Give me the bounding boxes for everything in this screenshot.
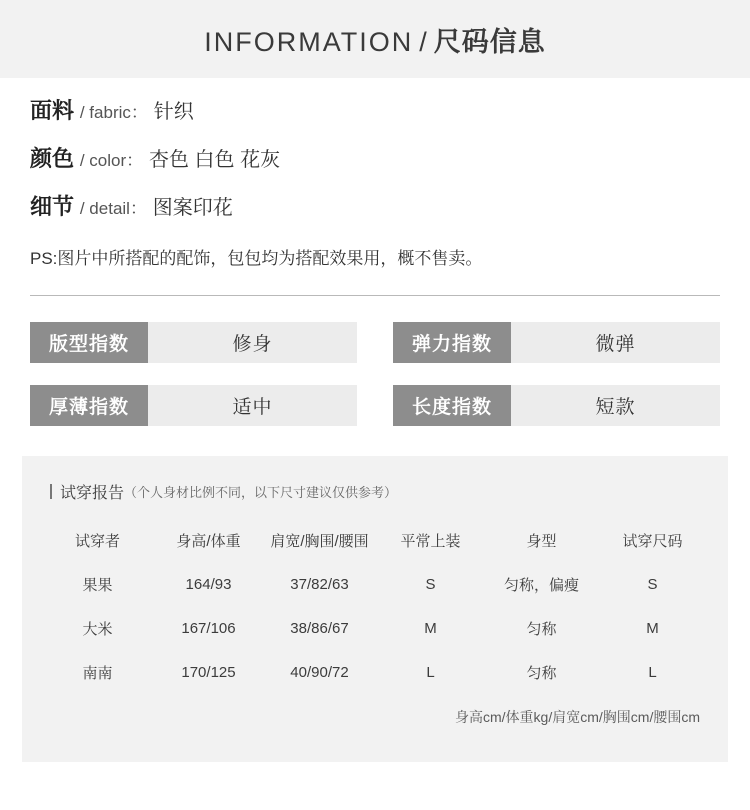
info-value-detail: 图案印花 <box>152 197 233 219</box>
page-title-en: INFORMATION <box>204 26 414 57</box>
info-row-color <box>30 148 720 170</box>
product-info-block <box>0 78 750 269</box>
cell-fitting-size: S <box>647 576 658 593</box>
info-label-fabric: 面料 <box>30 98 75 123</box>
cell-body-type: 匀称，偏瘦 <box>503 577 579 594</box>
index-value-thickness: 适中 <box>148 385 357 426</box>
column-header-model: 试穿者 <box>74 533 120 550</box>
fitting-report-note: （个人身材比例不同，以下尺寸建议仅供参考） <box>124 485 398 500</box>
cell-body-type: 匀称 <box>526 665 557 682</box>
fitting-report-table <box>42 529 708 705</box>
page-title-separator: / <box>419 26 428 57</box>
info-label-color: 颜色 <box>30 146 75 171</box>
title-accent-bar <box>50 484 52 499</box>
index-item-length <box>393 385 720 426</box>
cell-height-weight: 170/125 <box>181 664 236 681</box>
index-item-thickness <box>30 385 357 426</box>
table-row <box>42 661 708 705</box>
cell-measurements: 40/90/72 <box>290 664 349 681</box>
column-header-measurements: 肩宽/胸围/腰围 <box>270 533 369 550</box>
info-ps-note: PS:图片中所搭配的配饰，包包均为搭配效果用，概不售卖。 <box>30 249 483 268</box>
cell-model: 果果 <box>82 577 113 594</box>
cell-height-weight: 164/93 <box>185 576 232 593</box>
index-key-length: 长度指数 <box>393 385 511 426</box>
fitting-report-title-text: 试穿报告 <box>60 485 125 502</box>
cell-model: 大米 <box>82 621 113 638</box>
index-value-elasticity: 微弹 <box>511 322 720 363</box>
table-row <box>42 617 708 661</box>
info-enlabel-color: / color： <box>79 151 144 170</box>
table-row <box>42 573 708 617</box>
fitting-report-panel <box>22 456 728 762</box>
column-header-usual-size: 平常上装 <box>400 533 461 550</box>
cell-usual-size: S <box>425 576 436 593</box>
column-header-body-type: 身型 <box>526 533 557 550</box>
section-divider <box>30 295 720 296</box>
info-value-fabric: 针织 <box>153 101 194 123</box>
cell-fitting-size: M <box>646 620 659 637</box>
cell-height-weight: 167/106 <box>181 620 236 637</box>
table-header-row <box>42 529 708 573</box>
info-label-detail: 细节 <box>30 194 75 219</box>
fitting-report-title <box>50 480 708 503</box>
index-value-length: 短款 <box>511 385 720 426</box>
cell-measurements: 37/82/63 <box>290 576 349 593</box>
index-grid <box>30 322 720 426</box>
cell-measurements: 38/86/67 <box>290 620 349 637</box>
info-row-fabric <box>30 100 720 122</box>
index-key-fit: 版型指数 <box>30 322 148 363</box>
info-row-detail <box>30 196 720 218</box>
index-key-thickness: 厚薄指数 <box>30 385 148 426</box>
index-value-fit: 修身 <box>148 322 357 363</box>
measurement-unit-note: 身高cm/体重kg/肩宽cm/胸围cm/腰围cm <box>455 709 700 725</box>
cell-usual-size: L <box>426 664 435 681</box>
cell-fitting-size: L <box>648 664 657 681</box>
info-enlabel-detail: / detail： <box>79 199 147 218</box>
index-item-elasticity <box>393 322 720 363</box>
cell-usual-size: M <box>424 620 437 637</box>
index-key-elasticity: 弹力指数 <box>393 322 511 363</box>
info-value-color: 杏色 白色 花灰 <box>149 149 281 171</box>
index-item-fit <box>30 322 357 363</box>
page-header <box>0 0 750 78</box>
column-header-fitting-size: 试穿尺码 <box>622 533 683 550</box>
info-enlabel-fabric: / fabric： <box>79 103 148 122</box>
page-title <box>204 20 546 59</box>
column-header-height-weight: 身高/体重 <box>176 533 241 550</box>
cell-model: 南南 <box>82 665 113 682</box>
page-title-cn: 尺码信息 <box>433 26 546 57</box>
cell-body-type: 匀称 <box>526 621 557 638</box>
